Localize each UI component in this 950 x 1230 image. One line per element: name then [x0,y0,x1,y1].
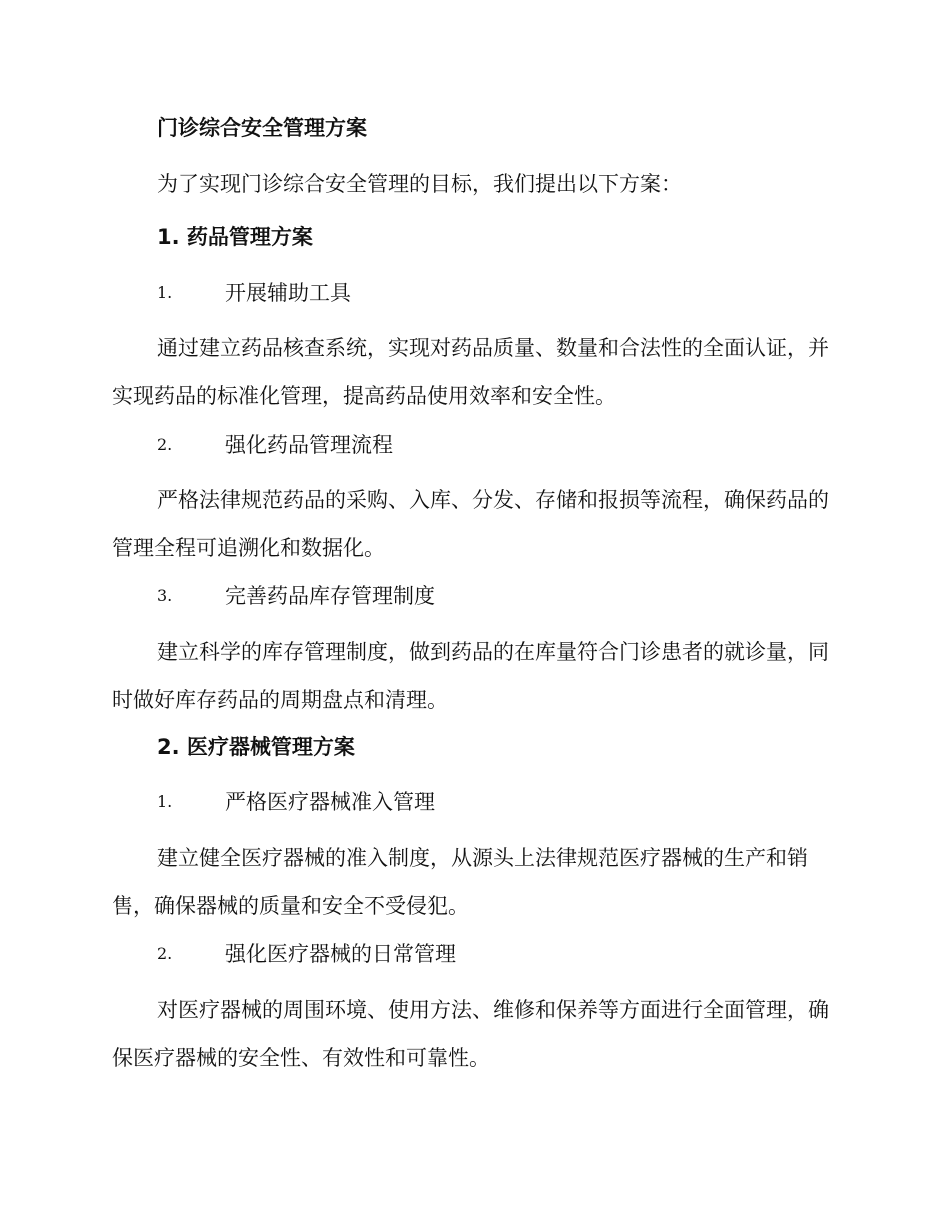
document-title: 门诊综合安全管理方案 [157,116,367,140]
item-number: 2. [157,944,173,963]
item-body: 建立健全医疗器械的准入制度，从源头上法律规范医疗器械的生产和销售，确保器械的质量和安全不受侵犯。 [112,846,808,918]
item-number: 3. [157,586,173,605]
section-heading-device: 2. 医疗器械管理方案 [157,735,355,759]
item-number: 2. [157,435,173,454]
item-body: 建立科学的库存管理制度，做到药品的在库量符合门诊患者的就诊量，同时做好库存药品的周期盘点和清理。 [112,640,829,712]
item-title: 严格医疗器械准入管理 [225,790,435,814]
item-number: 1. [157,283,173,302]
item-body: 严格法律规范药品的采购、入库、分发、存储和报损等流程，确保药品的管理全程可追溯化和数据化。 [112,488,829,560]
item-title: 强化医疗器械的日常管理 [225,942,456,966]
item-title: 完善药品库存管理制度 [225,584,435,608]
item-title: 开展辅助工具 [225,281,351,305]
intro-paragraph: 为了实现门诊综合安全管理的目标，我们提出以下方案： [157,172,682,196]
item-number: 1. [157,792,173,811]
item-title: 强化药品管理流程 [225,433,393,457]
section-heading-drug: 1. 药品管理方案 [157,225,313,249]
item-body: 通过建立药品核查系统，实现对药品质量、数量和合法性的全面认证，并实现药品的标准化管理，提高药品使用效率和安全性。 [112,336,829,408]
item-body: 对医疗器械的周围环境、使用方法、维修和保养等方面进行全面管理，确保医疗器械的安全性、有效性和可靠性。 [112,998,829,1070]
